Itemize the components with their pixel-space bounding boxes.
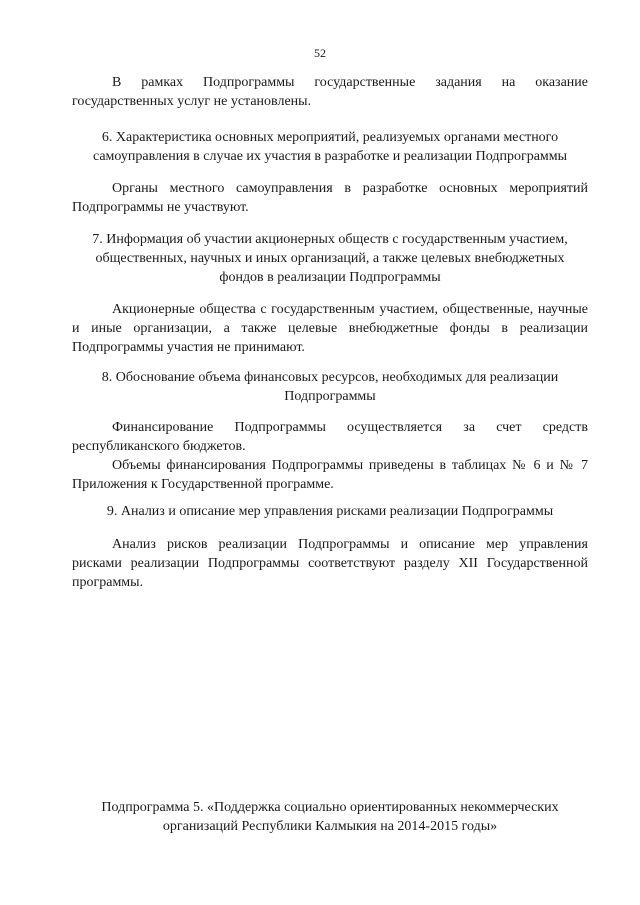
tasks-paragraph-block	[72, 73, 588, 111]
section-6-text-block	[72, 179, 588, 217]
page-number: 52	[314, 46, 326, 60]
section-6-text: Органы местного самоуправления в разработке основных мероприятий Подпрограммы не участвуют.	[72, 181, 588, 215]
section-9-heading-block	[72, 502, 588, 521]
subprogram-title: Подпрограмма 5. «Поддержка социально ориентированных некоммерческих организаций Республики Калмыкия на 2014-2015 годы»	[101, 800, 559, 834]
section-8-heading-block	[72, 368, 588, 406]
section-9-heading: 9. Анализ и описание мер управления рисками реализации Подпрограммы	[106, 504, 554, 519]
section-8-heading: 8. Обоснование объема финансовых ресурсов, необходимых для реализации Подпрограммы	[101, 370, 559, 404]
section-6-heading: 6. Характеристика основных мероприятий, реализуемых органами местного самоуправления в случае их участия в разработке и реализации Подпрограммы	[92, 130, 568, 164]
section-8-text-1: Финансирование Подпрограммы осуществляется за счет средств республиканского бюджетов.	[72, 420, 588, 454]
subprogram-title-block	[72, 798, 588, 836]
section-9-text-block	[72, 535, 588, 592]
section-8-text-2: Объемы финансирования Подпрограммы приведены в таблицах № 6 и № 7 Приложения к Государственной программе.	[72, 458, 588, 492]
section-7-text: Акционерные общества с государственным участием, общественные, научные и иные организации, а также целевые внебюджетные фонды в реализации Подпрограммы участия не принимают.	[72, 302, 588, 355]
section-6-heading-block	[72, 128, 588, 166]
section-7-heading: 7. Информация об участии акционерных обществ с государственным участием, общественных, научных и иных организаций, а также целевых внебюджетных фондов в реализации Подпрограммы	[92, 232, 568, 285]
section-7-heading-block	[72, 230, 588, 287]
section-7-text-block	[72, 300, 588, 357]
section-8-text-block	[72, 418, 588, 494]
section-9-text: Анализ рисков реализации Подпрограммы и описание мер управления рисками реализации Подпрограммы соответствуют разделу XII Государственной программы.	[72, 537, 588, 590]
tasks-paragraph: В рамках Подпрограммы государственные задания на оказание государственных услуг не установлены.	[72, 75, 588, 109]
